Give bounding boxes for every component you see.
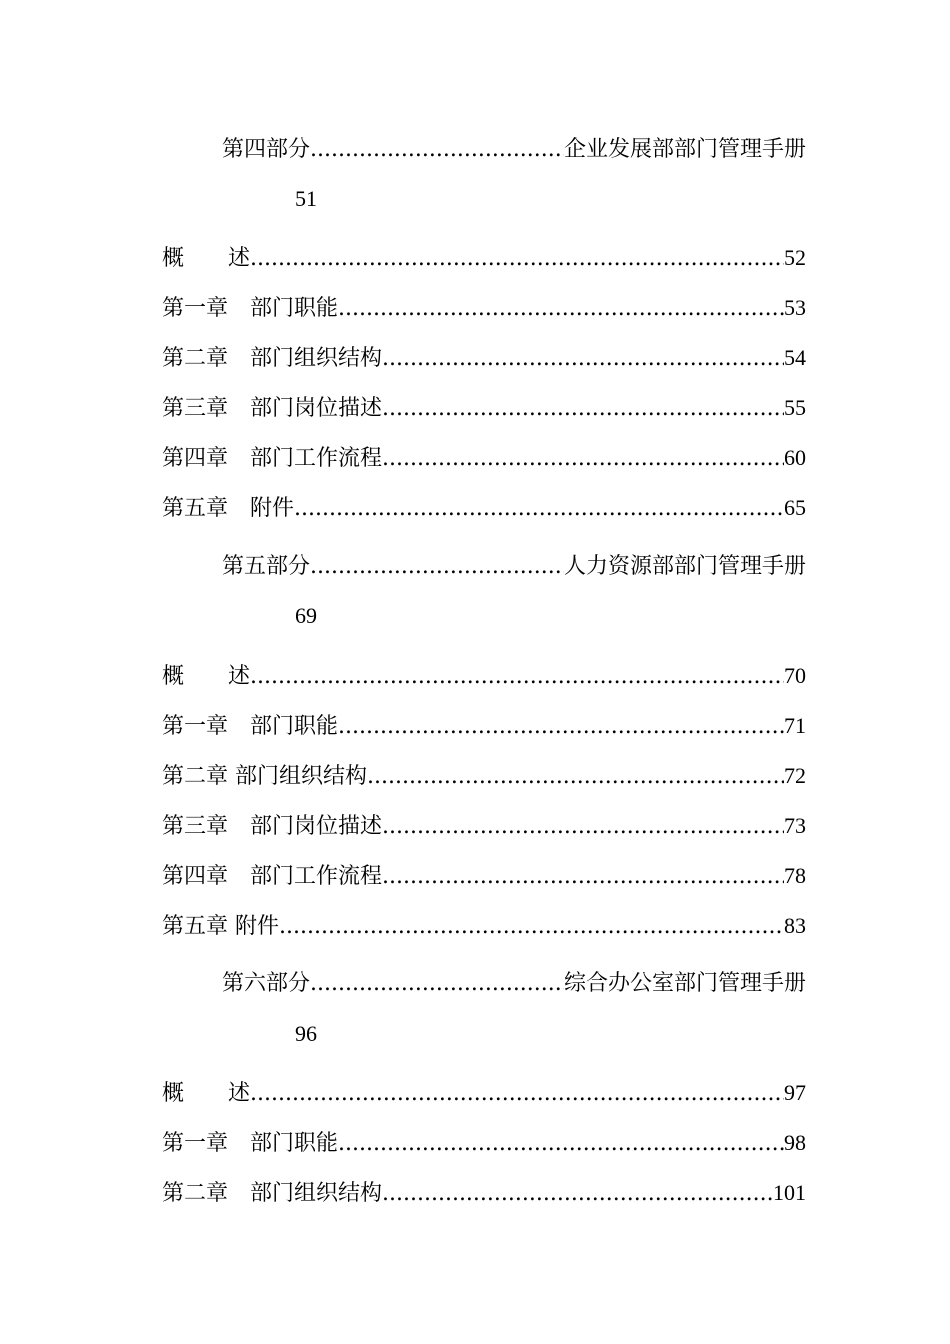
entry-page-number: 65 xyxy=(784,495,806,520)
dot-leader xyxy=(338,293,784,324)
toc-entry[interactable] xyxy=(162,1177,806,1209)
dot-leader xyxy=(382,811,784,842)
dot-leader xyxy=(310,968,564,1000)
part-title: 综合办公室部门管理手册 xyxy=(563,971,806,996)
part-label: 第四部分 xyxy=(222,137,311,162)
dot-leader xyxy=(367,761,784,792)
toc-entry[interactable] xyxy=(162,342,806,374)
entry-title: 第二章 部门组织结构 xyxy=(162,346,383,371)
dot-leader xyxy=(382,343,784,374)
entry-page-number: 54 xyxy=(784,345,806,370)
part-title: 企业发展部部门管理手册 xyxy=(563,137,806,162)
entry-page-number: 83 xyxy=(784,913,806,938)
entry-title: 第四章 部门工作流程 xyxy=(162,864,383,889)
dot-leader xyxy=(382,393,784,424)
entry-title: 概 述 xyxy=(162,664,251,689)
entry-page-number: 72 xyxy=(784,763,806,788)
entry-page-number: 73 xyxy=(784,813,806,838)
dot-leader xyxy=(250,1078,784,1109)
toc-part-heading[interactable] xyxy=(222,551,806,583)
toc-part-heading[interactable] xyxy=(222,968,806,1000)
entry-page-number: 98 xyxy=(784,1130,806,1155)
entry-page-number: 60 xyxy=(784,445,806,470)
part-page-number: 96 xyxy=(295,1021,317,1046)
toc-entry[interactable] xyxy=(162,760,806,792)
toc-part-heading[interactable] xyxy=(222,134,806,166)
entry-title: 第五章 附件 xyxy=(162,496,295,521)
dot-leader xyxy=(338,1128,784,1159)
entry-title: 概 述 xyxy=(162,1081,251,1106)
toc-entry[interactable] xyxy=(162,910,806,942)
dot-leader xyxy=(382,443,784,474)
toc-entry[interactable] xyxy=(162,442,806,474)
toc-entry[interactable] xyxy=(162,810,806,842)
dot-leader xyxy=(382,861,784,892)
entry-page-number: 71 xyxy=(784,713,806,738)
entry-page-number: 55 xyxy=(784,395,806,420)
dot-leader xyxy=(310,551,564,583)
toc-entry[interactable] xyxy=(162,392,806,424)
dot-leader xyxy=(338,711,784,742)
toc-entry[interactable] xyxy=(162,1127,806,1159)
toc-entry[interactable] xyxy=(162,242,806,274)
part-label: 第六部分 xyxy=(222,971,311,996)
toc-entry[interactable] xyxy=(162,710,806,742)
entry-title: 第二章 部门组织结构 xyxy=(162,1181,383,1206)
entry-page-number: 101 xyxy=(773,1180,806,1205)
toc-entry[interactable] xyxy=(162,292,806,324)
entry-title: 第二章 部门组织结构 xyxy=(162,764,367,789)
toc-entry[interactable] xyxy=(162,660,806,692)
entry-title: 第五章 附件 xyxy=(162,914,279,939)
part-page-number: 69 xyxy=(295,603,317,628)
dot-leader xyxy=(250,243,784,274)
part-label: 第五部分 xyxy=(222,554,311,579)
entry-page-number: 53 xyxy=(784,295,806,320)
toc-entry[interactable] xyxy=(162,860,806,892)
dot-leader xyxy=(250,661,784,692)
entry-title: 第三章 部门岗位描述 xyxy=(162,396,383,421)
entry-title: 第三章 部门岗位描述 xyxy=(162,814,383,839)
entry-page-number: 52 xyxy=(784,245,806,270)
entry-title: 概 述 xyxy=(162,246,251,271)
entry-page-number: 70 xyxy=(784,663,806,688)
toc-entry[interactable] xyxy=(162,492,806,524)
entry-title: 第一章 部门职能 xyxy=(162,296,339,321)
part-title: 人力资源部部门管理手册 xyxy=(563,554,806,579)
entry-page-number: 78 xyxy=(784,863,806,888)
dot-leader xyxy=(294,493,784,524)
part-page-number: 51 xyxy=(295,186,317,211)
toc-entry[interactable] xyxy=(162,1077,806,1109)
entry-title: 第四章 部门工作流程 xyxy=(162,446,383,471)
entry-title: 第一章 部门职能 xyxy=(162,714,339,739)
entry-page-number: 97 xyxy=(784,1080,806,1105)
dot-leader xyxy=(279,911,784,942)
dot-leader xyxy=(382,1178,773,1209)
entry-title: 第一章 部门职能 xyxy=(162,1131,339,1156)
dot-leader xyxy=(310,134,564,166)
